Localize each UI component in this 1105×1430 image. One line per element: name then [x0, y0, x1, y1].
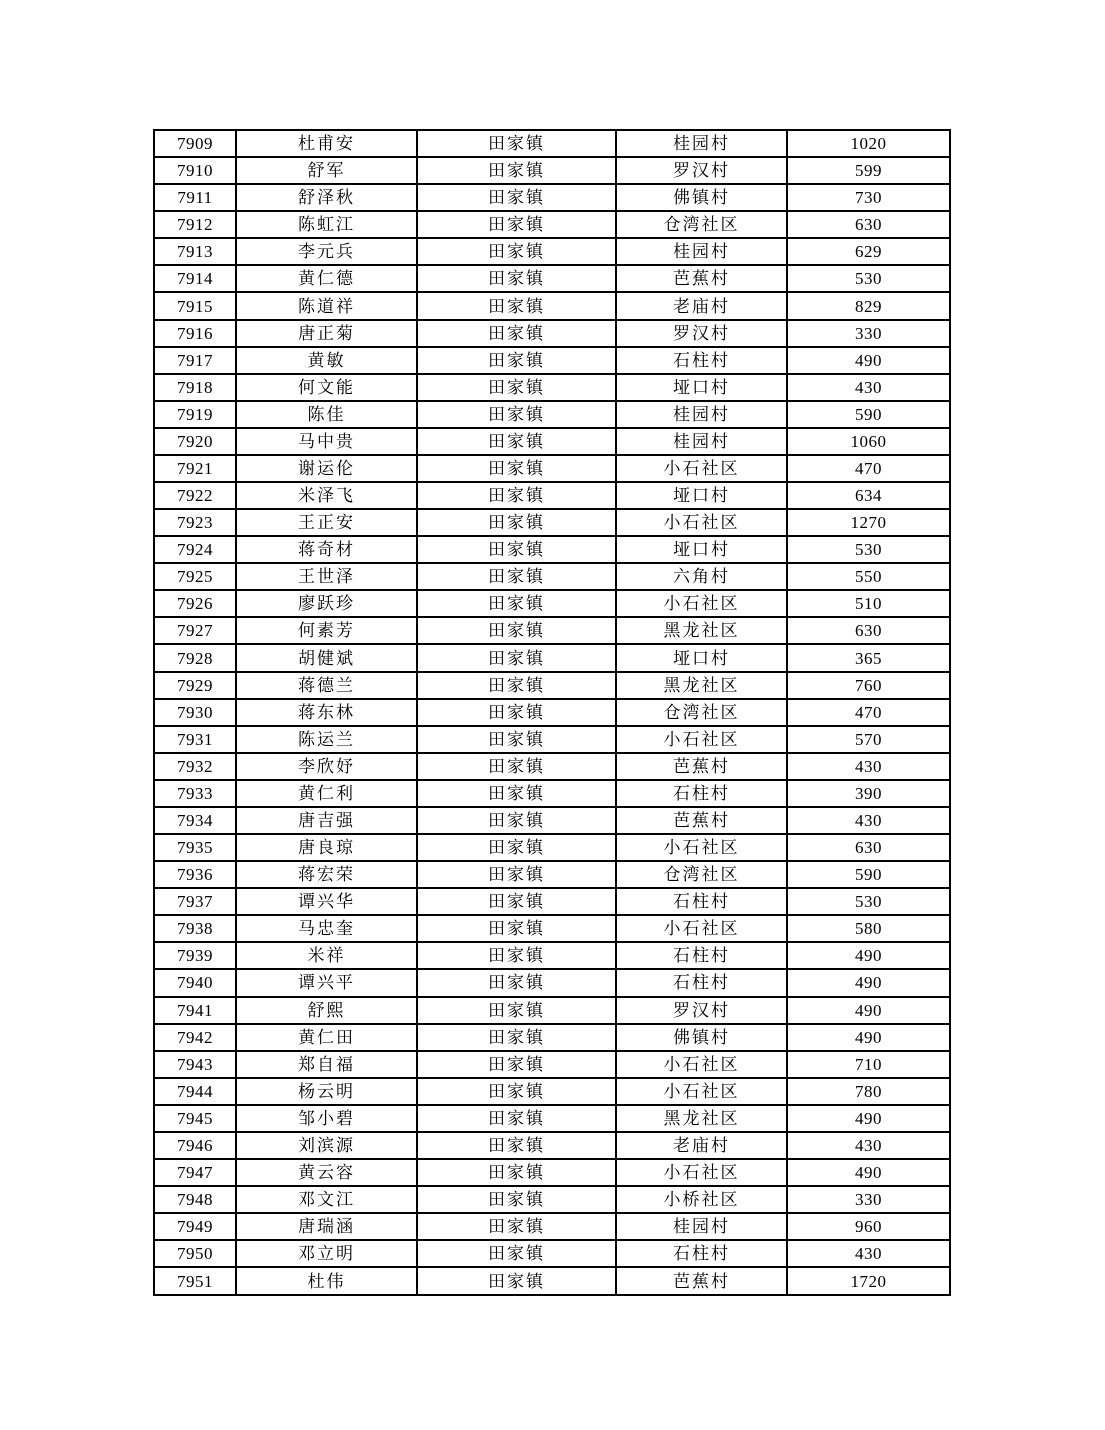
cell-amount: 780	[787, 1078, 950, 1105]
cell-village: 桂园村	[616, 401, 787, 428]
cell-id: 7950	[154, 1240, 236, 1267]
cell-village: 石柱村	[616, 969, 787, 996]
table-row	[154, 1240, 950, 1267]
cell-town: 田家镇	[417, 834, 616, 861]
cell-village: 罗汉村	[616, 157, 787, 184]
cell-town: 田家镇	[417, 997, 616, 1024]
table-row	[154, 644, 950, 671]
cell-village: 桂园村	[616, 130, 787, 157]
cell-village: 老庙村	[616, 1132, 787, 1159]
cell-village: 小石社区	[616, 590, 787, 617]
cell-id: 7939	[154, 942, 236, 969]
cell-amount: 510	[787, 590, 950, 617]
cell-amount: 1020	[787, 130, 950, 157]
cell-amount: 430	[787, 374, 950, 401]
table-row	[154, 942, 950, 969]
cell-id: 7912	[154, 211, 236, 238]
cell-town: 田家镇	[417, 942, 616, 969]
cell-town: 田家镇	[417, 1132, 616, 1159]
cell-name: 邓文江	[236, 1186, 417, 1213]
cell-village: 石柱村	[616, 888, 787, 915]
cell-name: 米祥	[236, 942, 417, 969]
table-row	[154, 347, 950, 374]
cell-village: 老庙村	[616, 292, 787, 319]
cell-name: 舒泽秋	[236, 184, 417, 211]
cell-id: 7942	[154, 1024, 236, 1051]
cell-town: 田家镇	[417, 1159, 616, 1186]
cell-town: 田家镇	[417, 753, 616, 780]
cell-town: 田家镇	[417, 1024, 616, 1051]
cell-village: 罗汉村	[616, 997, 787, 1024]
cell-town: 田家镇	[417, 265, 616, 292]
table-row	[154, 997, 950, 1024]
cell-id: 7922	[154, 482, 236, 509]
cell-town: 田家镇	[417, 563, 616, 590]
cell-amount: 580	[787, 915, 950, 942]
table-row	[154, 672, 950, 699]
cell-village: 芭蕉村	[616, 807, 787, 834]
table-row	[154, 617, 950, 644]
cell-village: 小石社区	[616, 509, 787, 536]
cell-id: 7940	[154, 969, 236, 996]
cell-town: 田家镇	[417, 1051, 616, 1078]
cell-town: 田家镇	[417, 428, 616, 455]
cell-town: 田家镇	[417, 374, 616, 401]
cell-name: 马中贵	[236, 428, 417, 455]
table-row	[154, 1267, 950, 1295]
cell-town: 田家镇	[417, 320, 616, 347]
cell-id: 7931	[154, 726, 236, 753]
cell-amount: 490	[787, 969, 950, 996]
cell-id: 7944	[154, 1078, 236, 1105]
cell-name: 马忠奎	[236, 915, 417, 942]
cell-amount: 530	[787, 888, 950, 915]
table-row	[154, 915, 950, 942]
cell-id: 7937	[154, 888, 236, 915]
cell-id: 7947	[154, 1159, 236, 1186]
cell-name: 邓立明	[236, 1240, 417, 1267]
cell-village: 小石社区	[616, 455, 787, 482]
table-row	[154, 455, 950, 482]
cell-village: 罗汉村	[616, 320, 787, 347]
cell-id: 7946	[154, 1132, 236, 1159]
cell-town: 田家镇	[417, 644, 616, 671]
cell-town: 田家镇	[417, 672, 616, 699]
table-row	[154, 1213, 950, 1240]
cell-town: 田家镇	[417, 617, 616, 644]
cell-amount: 490	[787, 347, 950, 374]
cell-amount: 570	[787, 726, 950, 753]
cell-village: 垭口村	[616, 644, 787, 671]
cell-village: 小石社区	[616, 1159, 787, 1186]
cell-amount: 430	[787, 1240, 950, 1267]
cell-name: 杜伟	[236, 1267, 417, 1295]
cell-town: 田家镇	[417, 1186, 616, 1213]
cell-name: 米泽飞	[236, 482, 417, 509]
table-row	[154, 888, 950, 915]
cell-id: 7915	[154, 292, 236, 319]
cell-amount: 550	[787, 563, 950, 590]
cell-name: 唐瑞涵	[236, 1213, 417, 1240]
cell-amount: 630	[787, 617, 950, 644]
cell-village: 芭蕉村	[616, 265, 787, 292]
cell-town: 田家镇	[417, 211, 616, 238]
cell-amount: 599	[787, 157, 950, 184]
cell-village: 石柱村	[616, 347, 787, 374]
cell-name: 黄仁利	[236, 780, 417, 807]
cell-name: 蒋德兰	[236, 672, 417, 699]
cell-name: 蒋东林	[236, 699, 417, 726]
cell-town: 田家镇	[417, 292, 616, 319]
cell-id: 7951	[154, 1267, 236, 1295]
records-table	[153, 129, 951, 1296]
cell-id: 7943	[154, 1051, 236, 1078]
cell-id: 7938	[154, 915, 236, 942]
cell-amount: 730	[787, 184, 950, 211]
cell-town: 田家镇	[417, 401, 616, 428]
cell-name: 邹小碧	[236, 1105, 417, 1132]
cell-amount: 829	[787, 292, 950, 319]
cell-amount: 470	[787, 699, 950, 726]
cell-name: 郑自福	[236, 1051, 417, 1078]
cell-town: 田家镇	[417, 1105, 616, 1132]
cell-amount: 760	[787, 672, 950, 699]
table-row	[154, 265, 950, 292]
cell-amount: 330	[787, 320, 950, 347]
cell-town: 田家镇	[417, 780, 616, 807]
table-row	[154, 211, 950, 238]
cell-amount: 390	[787, 780, 950, 807]
cell-id: 7924	[154, 536, 236, 563]
cell-name: 黄敏	[236, 347, 417, 374]
table-row	[154, 320, 950, 347]
cell-amount: 1060	[787, 428, 950, 455]
cell-amount: 629	[787, 238, 950, 265]
cell-id: 7926	[154, 590, 236, 617]
cell-id: 7949	[154, 1213, 236, 1240]
cell-town: 田家镇	[417, 807, 616, 834]
cell-id: 7927	[154, 617, 236, 644]
cell-amount: 590	[787, 861, 950, 888]
cell-id: 7923	[154, 509, 236, 536]
cell-amount: 330	[787, 1186, 950, 1213]
cell-amount: 530	[787, 536, 950, 563]
cell-town: 田家镇	[417, 969, 616, 996]
cell-name: 杜甫安	[236, 130, 417, 157]
cell-id: 7930	[154, 699, 236, 726]
cell-name: 王世泽	[236, 563, 417, 590]
cell-name: 黄仁德	[236, 265, 417, 292]
cell-village: 小石社区	[616, 726, 787, 753]
cell-id: 7917	[154, 347, 236, 374]
cell-id: 7945	[154, 1105, 236, 1132]
cell-name: 谭兴华	[236, 888, 417, 915]
cell-amount: 365	[787, 644, 950, 671]
cell-amount: 490	[787, 1105, 950, 1132]
table-row	[154, 969, 950, 996]
cell-name: 李元兵	[236, 238, 417, 265]
cell-amount: 1270	[787, 509, 950, 536]
table-row	[154, 1078, 950, 1105]
table-row	[154, 1186, 950, 1213]
cell-id: 7910	[154, 157, 236, 184]
cell-name: 李欣妤	[236, 753, 417, 780]
cell-town: 田家镇	[417, 861, 616, 888]
cell-village: 桂园村	[616, 428, 787, 455]
cell-name: 唐正菊	[236, 320, 417, 347]
cell-name: 胡健斌	[236, 644, 417, 671]
cell-village: 芭蕉村	[616, 753, 787, 780]
table-row	[154, 374, 950, 401]
cell-name: 陈道祥	[236, 292, 417, 319]
cell-amount: 490	[787, 1024, 950, 1051]
table-row	[154, 157, 950, 184]
cell-amount: 630	[787, 834, 950, 861]
cell-village: 石柱村	[616, 1240, 787, 1267]
cell-name: 蒋宏荣	[236, 861, 417, 888]
cell-name: 谢运伦	[236, 455, 417, 482]
cell-town: 田家镇	[417, 726, 616, 753]
cell-name: 陈运兰	[236, 726, 417, 753]
cell-id: 7909	[154, 130, 236, 157]
table-row	[154, 753, 950, 780]
cell-name: 舒军	[236, 157, 417, 184]
table-row	[154, 428, 950, 455]
cell-name: 陈佳	[236, 401, 417, 428]
cell-village: 桂园村	[616, 1213, 787, 1240]
cell-town: 田家镇	[417, 699, 616, 726]
cell-name: 王正安	[236, 509, 417, 536]
cell-id: 7934	[154, 807, 236, 834]
cell-town: 田家镇	[417, 482, 616, 509]
cell-id: 7918	[154, 374, 236, 401]
cell-amount: 430	[787, 753, 950, 780]
cell-village: 仓湾社区	[616, 211, 787, 238]
table-row	[154, 1105, 950, 1132]
cell-name: 谭兴平	[236, 969, 417, 996]
table-row	[154, 238, 950, 265]
cell-village: 黑龙社区	[616, 672, 787, 699]
cell-id: 7932	[154, 753, 236, 780]
cell-village: 垭口村	[616, 482, 787, 509]
table-row	[154, 292, 950, 319]
cell-name: 黄云容	[236, 1159, 417, 1186]
cell-id: 7936	[154, 861, 236, 888]
cell-id: 7925	[154, 563, 236, 590]
cell-id: 7941	[154, 997, 236, 1024]
cell-village: 仓湾社区	[616, 861, 787, 888]
table-row	[154, 184, 950, 211]
table-row	[154, 130, 950, 157]
cell-id: 7935	[154, 834, 236, 861]
cell-village: 小石社区	[616, 915, 787, 942]
cell-id: 7916	[154, 320, 236, 347]
cell-amount: 960	[787, 1213, 950, 1240]
cell-id: 7914	[154, 265, 236, 292]
cell-id: 7911	[154, 184, 236, 211]
records-table-body	[154, 130, 950, 1295]
cell-id: 7913	[154, 238, 236, 265]
cell-town: 田家镇	[417, 590, 616, 617]
cell-town: 田家镇	[417, 1078, 616, 1105]
cell-id: 7921	[154, 455, 236, 482]
cell-village: 黑龙社区	[616, 1105, 787, 1132]
cell-town: 田家镇	[417, 1267, 616, 1295]
cell-town: 田家镇	[417, 1240, 616, 1267]
cell-name: 杨云明	[236, 1078, 417, 1105]
cell-amount: 430	[787, 1132, 950, 1159]
cell-town: 田家镇	[417, 238, 616, 265]
cell-id: 7933	[154, 780, 236, 807]
cell-village: 垭口村	[616, 536, 787, 563]
cell-town: 田家镇	[417, 888, 616, 915]
cell-amount: 490	[787, 942, 950, 969]
cell-village: 仓湾社区	[616, 699, 787, 726]
table-row	[154, 861, 950, 888]
cell-id: 7919	[154, 401, 236, 428]
cell-village: 垭口村	[616, 374, 787, 401]
cell-amount: 590	[787, 401, 950, 428]
table-row	[154, 563, 950, 590]
cell-town: 田家镇	[417, 157, 616, 184]
cell-amount: 430	[787, 807, 950, 834]
cell-village: 小石社区	[616, 1078, 787, 1105]
cell-name: 唐良琼	[236, 834, 417, 861]
table-row	[154, 780, 950, 807]
cell-name: 黄仁田	[236, 1024, 417, 1051]
table-row	[154, 1132, 950, 1159]
cell-id: 7920	[154, 428, 236, 455]
cell-town: 田家镇	[417, 130, 616, 157]
cell-village: 黑龙社区	[616, 617, 787, 644]
cell-village: 小桥社区	[616, 1186, 787, 1213]
table-row	[154, 1159, 950, 1186]
cell-town: 田家镇	[417, 1213, 616, 1240]
cell-id: 7948	[154, 1186, 236, 1213]
table-row	[154, 536, 950, 563]
table-row	[154, 482, 950, 509]
cell-amount: 630	[787, 211, 950, 238]
cell-village: 芭蕉村	[616, 1267, 787, 1295]
cell-amount: 710	[787, 1051, 950, 1078]
cell-name: 廖跃珍	[236, 590, 417, 617]
cell-name: 何素芳	[236, 617, 417, 644]
cell-village: 佛镇村	[616, 1024, 787, 1051]
table-row	[154, 590, 950, 617]
cell-village: 石柱村	[616, 780, 787, 807]
table-row	[154, 1024, 950, 1051]
cell-amount: 490	[787, 1159, 950, 1186]
table-row	[154, 509, 950, 536]
cell-village: 桂园村	[616, 238, 787, 265]
cell-village: 小石社区	[616, 834, 787, 861]
cell-amount: 530	[787, 265, 950, 292]
cell-id: 7929	[154, 672, 236, 699]
cell-town: 田家镇	[417, 536, 616, 563]
cell-village: 石柱村	[616, 942, 787, 969]
cell-town: 田家镇	[417, 347, 616, 374]
cell-name: 舒熙	[236, 997, 417, 1024]
table-row	[154, 807, 950, 834]
cell-amount: 490	[787, 997, 950, 1024]
cell-name: 刘滨源	[236, 1132, 417, 1159]
cell-amount: 1720	[787, 1267, 950, 1295]
table-row	[154, 699, 950, 726]
cell-id: 7928	[154, 644, 236, 671]
cell-name: 唐吉强	[236, 807, 417, 834]
cell-name: 蒋奇材	[236, 536, 417, 563]
table-row	[154, 401, 950, 428]
table-row	[154, 834, 950, 861]
cell-amount: 470	[787, 455, 950, 482]
cell-town: 田家镇	[417, 915, 616, 942]
table-row	[154, 726, 950, 753]
cell-town: 田家镇	[417, 455, 616, 482]
cell-name: 何文能	[236, 374, 417, 401]
cell-village: 六角村	[616, 563, 787, 590]
cell-name: 陈虹江	[236, 211, 417, 238]
cell-village: 小石社区	[616, 1051, 787, 1078]
cell-town: 田家镇	[417, 184, 616, 211]
cell-amount: 634	[787, 482, 950, 509]
table-row	[154, 1051, 950, 1078]
cell-town: 田家镇	[417, 509, 616, 536]
cell-village: 佛镇村	[616, 184, 787, 211]
